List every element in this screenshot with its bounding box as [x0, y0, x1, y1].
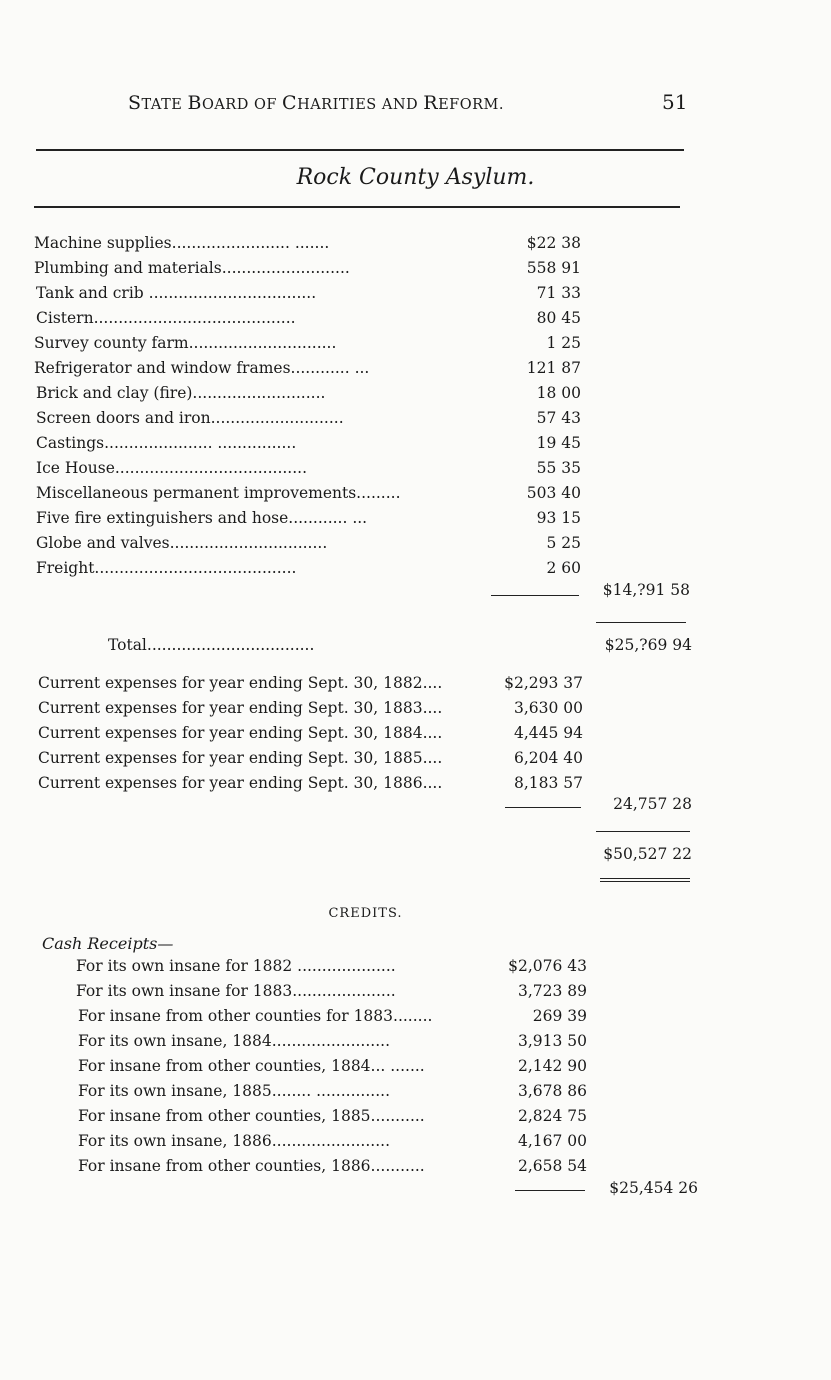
grand-total: $50,527 22 — [603, 845, 692, 863]
subtotal-rule — [596, 622, 686, 623]
list-item: Current expenses for year ending Sept. 30, 1886.... 8,183 57 — [38, 774, 583, 792]
improvements-sum-rule — [491, 595, 579, 596]
list-item: Globe and valves................................ 5 25 — [36, 534, 581, 552]
list-item: Current expenses for year ending Sept. 30, 1885.... 6,204 40 — [38, 749, 583, 767]
list-item: Brick and clay (fire)........................... 18 00 — [36, 384, 581, 402]
list-item: For insane from other counties, 1886........... 2,658 54 — [78, 1157, 587, 1175]
list-item: For insane from other counties, 1884... ....... 2,142 90 — [78, 1057, 587, 1075]
list-item: Miscellaneous permanent improvements......... 503 40 — [36, 484, 581, 502]
list-item: Freight......................................... 2 60 — [36, 559, 581, 577]
list-item: Castings...................... ................ 19 45 — [36, 434, 581, 452]
list-item: Current expenses for year ending Sept. 30, 1884.... 4,445 94 — [38, 724, 583, 742]
list-item: For its own insane for 1883..................... 3,723 89 — [76, 982, 587, 1000]
header-rule — [36, 149, 684, 151]
list-item: Five fire extinguishers and hose............ ... 93 15 — [36, 509, 581, 527]
current-expenses-sum-rule — [505, 807, 581, 808]
list-item: For its own insane for 1882 .................... $2,076 43 — [76, 957, 587, 975]
list-item: Plumbing and materials.......................... 558 91 — [34, 259, 581, 277]
page-number: 51 — [662, 90, 688, 114]
grand-total-double-rule — [600, 878, 690, 882]
running-head: STATE BOARD OF CHARITIES AND REFORM. — [128, 92, 504, 114]
cash-receipts-subtotal: $25,454 26 — [609, 1179, 698, 1197]
list-item: For its own insane, 1884........................ 3,913 50 — [78, 1032, 587, 1050]
section-title-rule — [34, 206, 680, 208]
list-item: For insane from other counties, 1885........... 2,824 75 — [78, 1107, 587, 1125]
list-item: For its own insane, 1886........................ 4,167 00 — [78, 1132, 587, 1150]
improvements-subtotal: $14,?91 58 — [602, 581, 690, 599]
current-expenses-subtotal: 24,757 28 — [613, 795, 692, 813]
cash-receipts-sum-rule — [515, 1190, 585, 1191]
list-item: Current expenses for year ending Sept. 30, 1883.... 3,630 00 — [38, 699, 583, 717]
section-title: Rock County Asylum. — [296, 165, 535, 190]
total-row: Total.................................. $25,?69 94 — [108, 636, 692, 654]
list-item: For its own insane, 1885........ ............... 3,678 86 — [78, 1082, 587, 1100]
grand-total-rule — [596, 831, 690, 832]
list-item: Ice House....................................... 55 35 — [36, 459, 581, 477]
list-item: Refrigerator and window frames............ ... 121 87 — [34, 359, 581, 377]
list-item: Cistern......................................... 80 45 — [36, 309, 581, 327]
list-item: Screen doors and iron........................... 57 43 — [36, 409, 581, 427]
list-item: Tank and crib .................................. 71 33 — [36, 284, 581, 302]
list-item: Current expenses for year ending Sept. 30, 1882.... $2,293 37 — [38, 674, 583, 692]
list-item: Machine supplies........................ ....... $22 38 — [34, 234, 581, 252]
list-item: For insane from other counties for 1883........ 269 39 — [78, 1007, 587, 1025]
list-item: Survey county farm.............................. 1 25 — [34, 334, 581, 352]
credits-heading: CREDITS. — [328, 906, 403, 921]
cash-receipts-heading: Cash Receipts— — [42, 934, 174, 953]
